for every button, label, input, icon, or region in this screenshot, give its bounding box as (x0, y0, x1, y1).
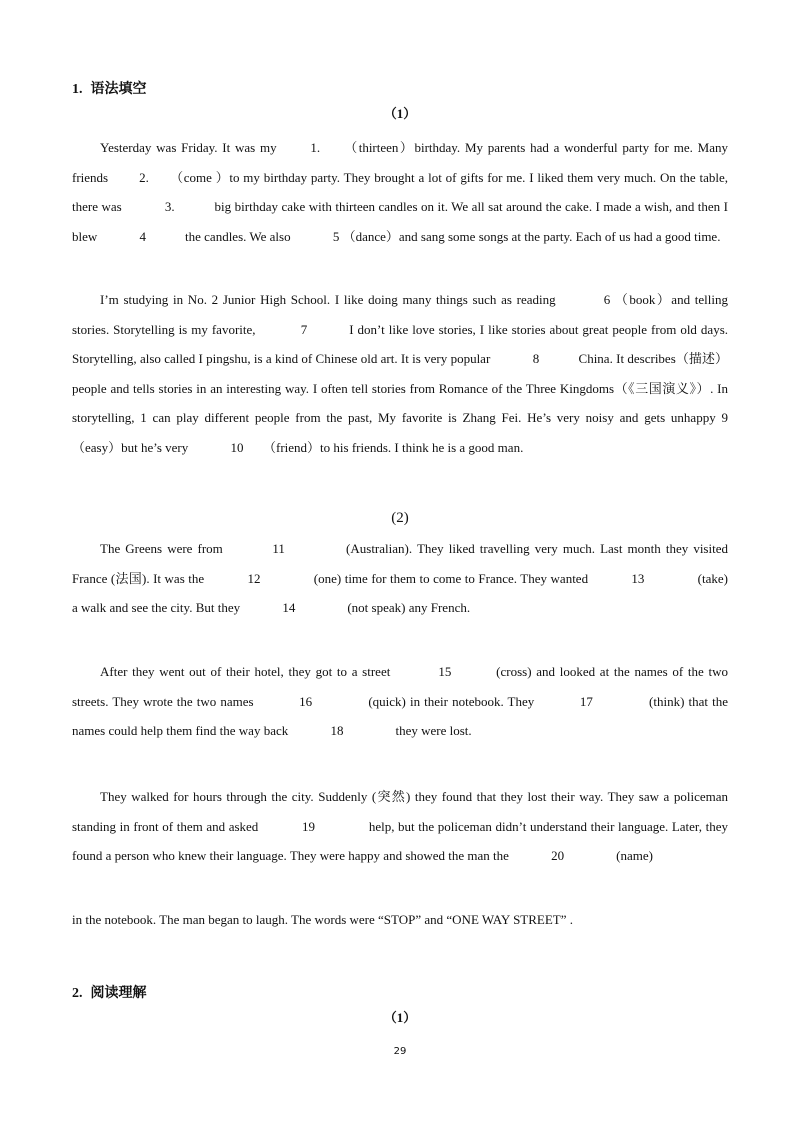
section-number: 1. (72, 82, 83, 97)
section-title: 语法填空 (90, 81, 147, 97)
subheading-reading-part-1: （1） (383, 1010, 417, 1025)
paragraph-notebook: in the notebook. The man began to laugh. The words were “STOP” and “ONE WAY STREET” . (72, 912, 574, 927)
paragraph-policeman: They walked for hours through the city. Suddenly (突然) they found that they lost their way. They saw a policeman standing in front of them and asked 19 help, but the policeman didn’t understand their language. Later, they found a person who knew their language. They were happy and showed the man the 20 (name) (72, 789, 728, 864)
subheading-part-2: (2) (391, 510, 409, 526)
paragraph-greens: The Greens were from 11 (Australian). They liked travelling very much. Last month they visited France (法国). It was the 12 (one) time for them to come to France. They wanted 13 (take) a walk and see the city. But they 14 (not speak) any French. (72, 541, 728, 616)
section-title: 阅读理解 (90, 985, 147, 1001)
page-number: 29 (393, 1046, 407, 1057)
paragraph-storytelling: I’m studying in No. 2 Junior High School. I like doing many things such as reading 6 （book）and telling stories. Storytelling is my favorite, 7 I don’t like love stories, I like stories about great people from old days. Storytelling, also called I pingshu, is a kind of Chinese old art. It is very popular 8 China. It describes（描述）people and tells stories in an interesting way. I often tell stories from Romance of the Three Kingdoms（《三国演义》）. In storytelling, 1 can play different people from the past, My favorite is Zhang Fei. He’s very noisy and gets unhappy 9 （easy）but he’s very 10 （friend）to his friends. I think he is a good man. (72, 292, 755, 455)
subheading-part-1: （1） (383, 106, 417, 121)
section-heading-reading (72, 982, 147, 1002)
paragraph-birthday: Yesterday was Friday. It was my 1. （thirteen）birthday. My parents had a wonderful party for me. Many friends 2. （come ）to my birthday party. They brought a lot of gifts for me. I liked them very much. On the table, there was 3. big birthday cake with thirteen candles on it. We all sat around the cake. I made a wish, and then I blew 4 the candles. We also 5 （dance）and sang some songs at the party. Each of us had a good time. (72, 140, 728, 244)
section-heading-grammar (72, 78, 147, 98)
paragraph-streets: After they went out of their hotel, they got to a street 15 (cross) and looked at the names of the two streets. They wrote the two names 16 (quick) in their notebook. They 17 (think) that the names could help them find the way back 18 they were lost. (72, 664, 728, 739)
section-number: 2. (72, 986, 83, 1001)
